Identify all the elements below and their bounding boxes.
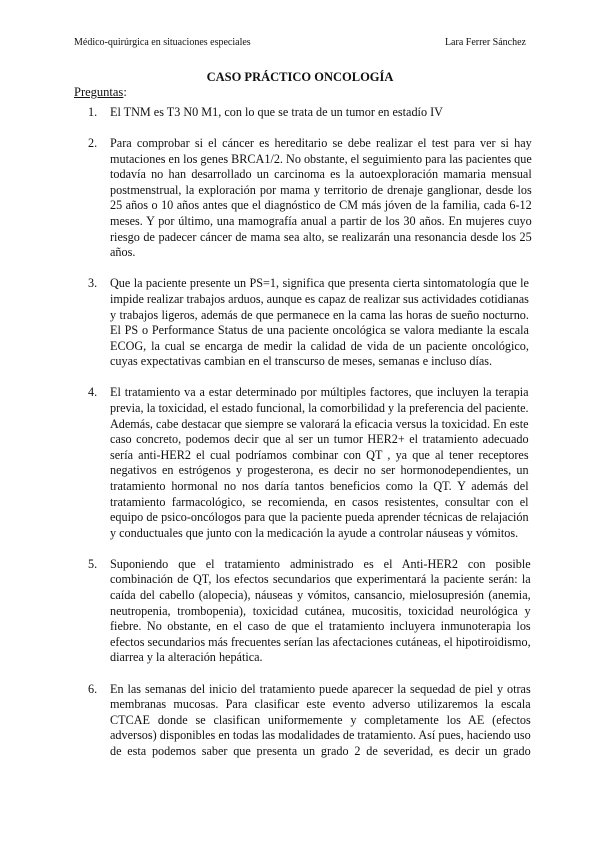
text-line: efectos secundarios más frecuentes serían las afectaciones cutáneas, el hipotiroidismo, [110, 634, 531, 649]
text-line: cuyas expectativas cambian en el transcurso de meses, semanas e incluso días. [110, 354, 493, 369]
list-item-text [110, 682, 531, 760]
text-line: equipo de psico-oncólogos para que la paciente pueda aprender técnicas de relajación [110, 510, 529, 525]
text-line: caso concreto, podemos decir que al ser un tumor HER2+ el tratamiento adecuado [110, 432, 529, 447]
list-item [88, 276, 529, 370]
text-line: y trabajos ligeros, además de que permanece en la cama las horas de sueño nocturno. [110, 307, 529, 322]
text-line: Suponiendo que el tratamiento administrado es el Anti-HER2 con posible [110, 556, 531, 571]
list-item-number: 3. [88, 276, 98, 291]
questions-heading-text: Preguntas [74, 85, 124, 99]
text-line: fiebre. No obstante, en el caso de que el tratamiento incluyera inmunoterapia los [110, 619, 531, 634]
text-line: negativos en estrógenos y progesterona, es decir no ser hormonodependientes, un [110, 463, 529, 478]
list-item-text [110, 276, 529, 370]
text-line: neutropenia, trombopenia), toxicidad cutánea, mucositis, toxicidad neurológica y [110, 603, 531, 618]
list-item-number: 5. [88, 556, 98, 571]
text-line: caída del cabello (alopecia), náuseas y vómitos, cansancio, mielosupresión (anemia, [110, 588, 531, 603]
text-line: membranas mucosas. Para clasificar este evento adverso utilizaremos la escala [110, 697, 531, 712]
document-title: CASO PRÁCTICO ONCOLOGÍA [206, 70, 394, 84]
text-line: combinación de QT, los efectos secundarios que experimentará la paciente serán: la [110, 572, 531, 587]
list-item [88, 105, 526, 121]
text-line: años. [110, 245, 136, 260]
list-item-text [110, 557, 531, 666]
list-item [88, 556, 531, 666]
text-line: diarrea y la alteración hepática. [110, 650, 263, 665]
list-item-number: 4. [88, 385, 98, 400]
text-line: Que la paciente presente un PS=1, significa que presenta cierta sintomatología que le [110, 276, 529, 291]
list-item [88, 681, 531, 760]
text-line: previa, la toxicidad, el estado funcional, la comorbilidad y la preferencia del paciente. [110, 401, 529, 415]
text-line: postmenstrual, la exploración por mama y territorio de drenaje ganglionar, desde los [110, 182, 532, 197]
list-item-text [110, 136, 532, 261]
text-line: El PS o Performance Status de una paciente oncológica se valora mediante la escala [110, 323, 529, 338]
text-line: impide realizar trabajos arduos, aunque es capaz de realizar sus actividades cotidianas [110, 291, 529, 306]
text-line: meses. Y por último, una mamografía anual a partir de los 30 años. En mujeres cuyo [110, 214, 532, 229]
text-line: Además, cabe destacar que siempre se valorará la eficacia versus la toxicidad. En este [110, 416, 529, 431]
list-item-number: 1. [88, 105, 98, 119]
header-author: Lara Ferrer Sánchez [444, 37, 526, 48]
questions-heading [74, 85, 127, 100]
text-line: adversos) disponibles en todas las modalidades de tratamiento. Así pues, haciendo uso [110, 728, 531, 743]
text-line: ECOG, la cual se encarga de medir la calidad de vida de un paciente oncológico, [110, 338, 529, 353]
text-line: El tratamiento va a estar determinado por múltiples factores, que incluyen la terapia [110, 385, 529, 400]
answers-list [88, 105, 532, 775]
header-course: Médico-quirúrgica en situaciones especiales [74, 37, 251, 48]
text-line: de esta podemos saber que presenta un grado 2 de severidad, es decir un grado [110, 743, 531, 758]
text-line: CTCAE donde se clasifican uniformemente y completamente los AE (efectos [110, 712, 531, 727]
text-line: tratamiento farmacológico, se recomienda, en casos resistentes, consultar con el [110, 494, 529, 509]
list-item-text [110, 385, 529, 541]
text-line: En las semanas del inicio del tratamiento puede aparecer la sequedad de piel y otras [110, 681, 531, 696]
text-line: El TNM es T3 N0 M1, con lo que se trata de un tumor en estadío IV [110, 105, 443, 119]
list-item [88, 136, 532, 261]
list-item-number: 6. [88, 681, 98, 696]
text-line: Para comprobar si el cáncer es hereditario se debe realizar el test para ver si hay [110, 136, 532, 151]
page-header [74, 37, 526, 48]
text-line: 25 años o 10 años antes que el diagnóstico de CM más jóven de la familia, cada 6-12 [110, 198, 532, 213]
text-line: y conductuales que junto con la medicación la ayude a controlar náuseas y vómitos. [110, 525, 519, 540]
text-line: tratamiento hormonal no nos daría tantos beneficios como la QT. Y además del [110, 478, 529, 493]
list-item [88, 385, 529, 541]
list-item-text [110, 105, 526, 121]
text-line: mutaciones en los genes BRCA1/2. No obstante, el seguimiento para las pacientes que [110, 151, 532, 166]
list-item-number: 2. [88, 136, 98, 151]
text-line: sería anti-HER2 el cual podríamos combinar con QT , ya que al tener receptores [110, 447, 529, 462]
questions-heading-colon: : [123, 85, 127, 99]
text-line: riesgo de padecer cáncer de mama sea alto, se realizarán una resonancia desde los 25 [110, 229, 532, 244]
text-line: todavía no han desarrollado un carcinoma es la autoexploración mamaria mensual [110, 167, 532, 182]
